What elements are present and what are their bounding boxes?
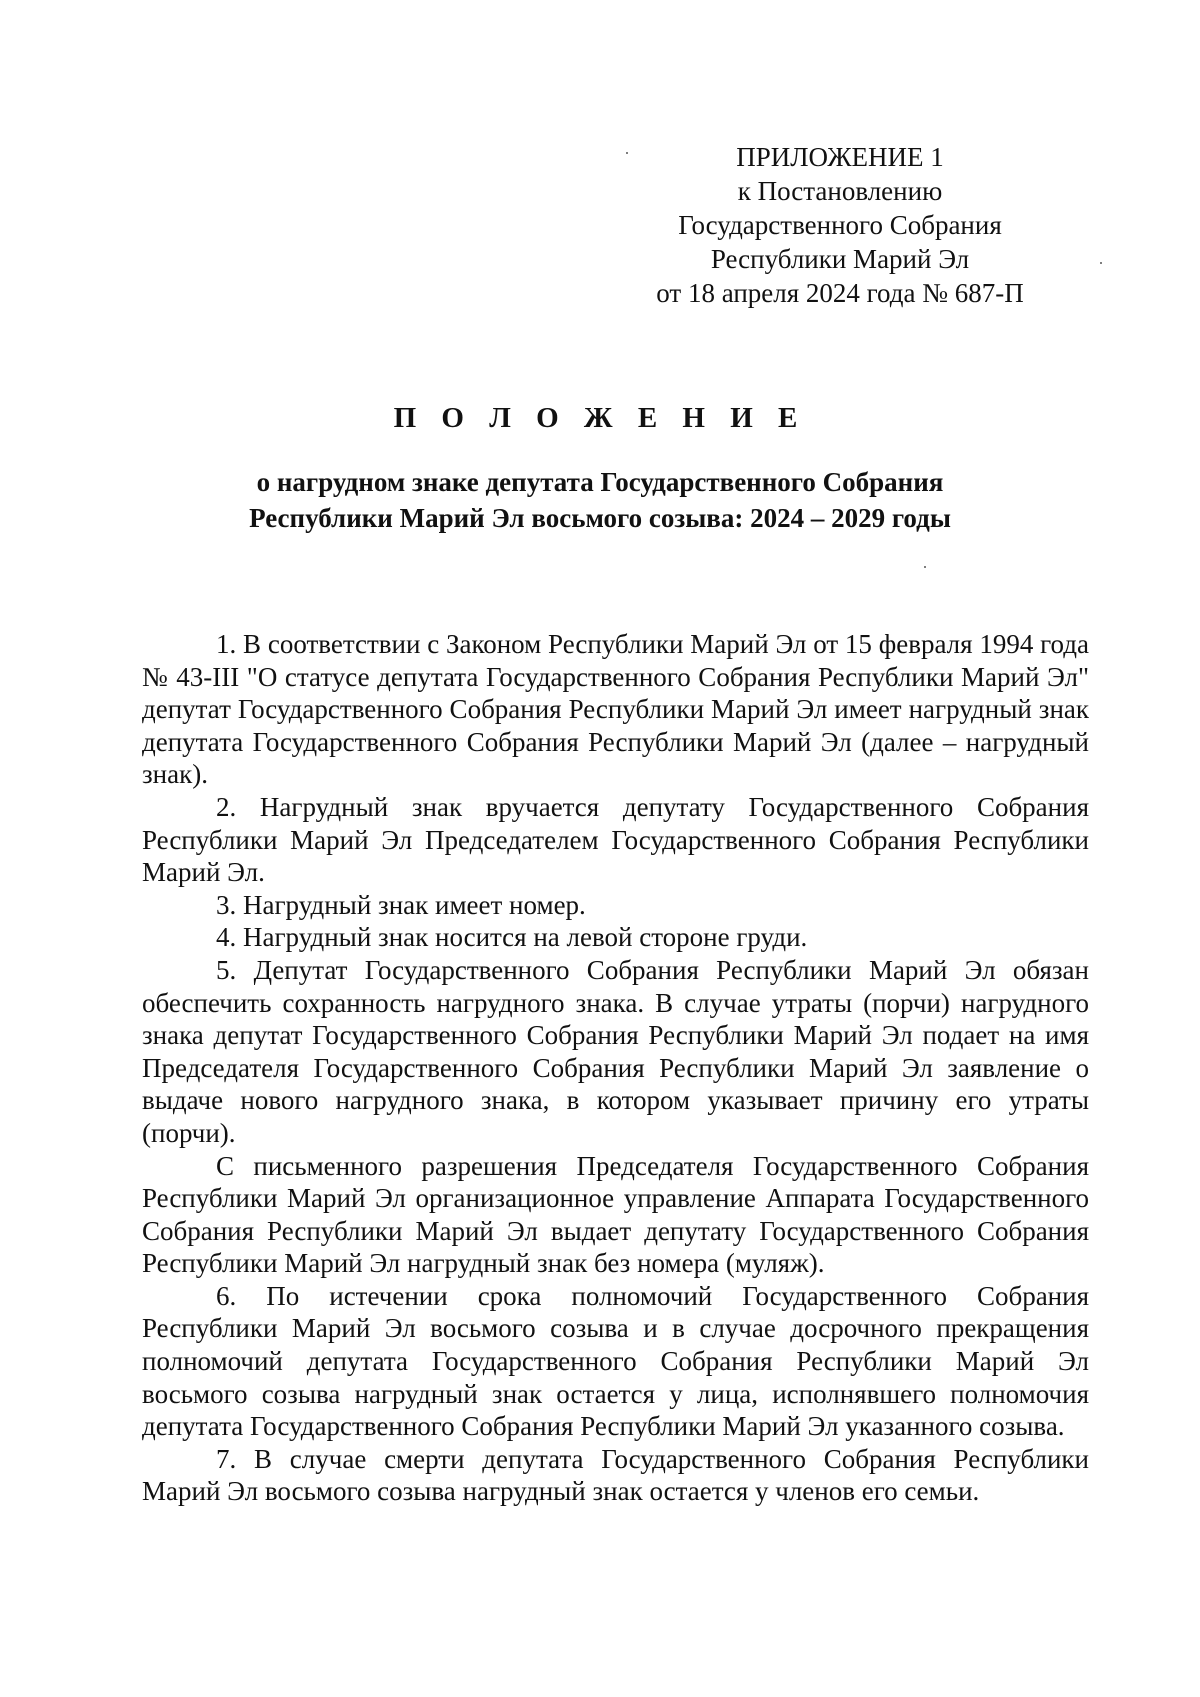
appendix-republic: Республики Марий Эл	[710, 244, 970, 274]
scan-speck	[1100, 262, 1102, 264]
appendix-issuer: Государственного Собрания	[678, 210, 1002, 240]
paragraph-5-continued: С письменного разрешения Председателя Государственного Собрания Республики Марий Эл организационное управление Аппарата Государственного Собрания Республики Марий Эл выдает депутату Государственного Собрания Республики Марий Эл нагрудный знак без номера (муляж).	[142, 1150, 1089, 1279]
scan-speck	[626, 152, 628, 154]
paragraph-2: 2. Нагрудный знак вручается депутату Государственного Собрания Республики Марий Эл Председателем Государственного Собрания Республики Марий Эл.	[142, 791, 1089, 888]
subtitle-line: о нагрудном знаке депутата Государственного Собрания	[256, 467, 944, 497]
appendix-reference: к Постановлению	[737, 176, 943, 206]
scan-speck	[924, 566, 926, 568]
paragraph-1: 1. В соответствии с Законом Республики Марий Эл от 15 февраля 1994 года № 43-III "О статусе депутата Государственного Собрания Республики Марий Эл" депутат Государственного Собрания Республики Марий Эл имеет нагрудный знак депутата Государственного Собрания Республики Марий Эл (далее – нагрудный знак).	[142, 629, 1089, 790]
paragraph-4: 4. Нагрудный знак носится на левой стороне груди.	[216, 922, 808, 953]
paragraph-3: 3. Нагрудный знак имеет номер.	[216, 889, 586, 920]
subtitle-line: Республики Марий Эл восьмого созыва: 2024 – 2029 годы	[249, 503, 951, 533]
document-subtitle	[0, 464, 1200, 536]
paragraph-6: 6. По истечении срока полномочий Государственного Собрания Республики Марий Эл восьмого созыва и в случае досрочного прекращения полномочий депутата Государственного Собрания Республики Марий Эл восьмого созыва нагрудный знак остается у лица, исполнявшего полномочия депутата Государственного Собрания Республики Марий Эл указанного созыва.	[142, 1280, 1089, 1442]
appendix-header	[640, 140, 1040, 310]
document-body	[142, 628, 1089, 1508]
paragraph-7: 7. В случае смерти депутата Государственного Собрания Республики Марий Эл восьмого созыва нагрудный знак остается у членов его семьи.	[142, 1443, 1089, 1507]
paragraph-5: 5. Депутат Государственного Собрания Республики Марий Эл обязан обеспечить сохранность нагрудного знака. В случае утраты (порчи) нагрудного знака депутат Государственного Собрания Республики Марий Эл подает на имя Председателя Государственного Собрания Республики Марий Эл заявление о выдаче нового нагрудного знака, в котором указывает причину его утраты (порчи).	[142, 954, 1089, 1148]
appendix-number: ПРИЛОЖЕНИЕ 1	[736, 142, 944, 172]
appendix-date-number: от 18 апреля 2024 года № 687-П	[656, 278, 1024, 308]
document-title: П О Л О Ж Е Н И Е	[393, 402, 807, 434]
